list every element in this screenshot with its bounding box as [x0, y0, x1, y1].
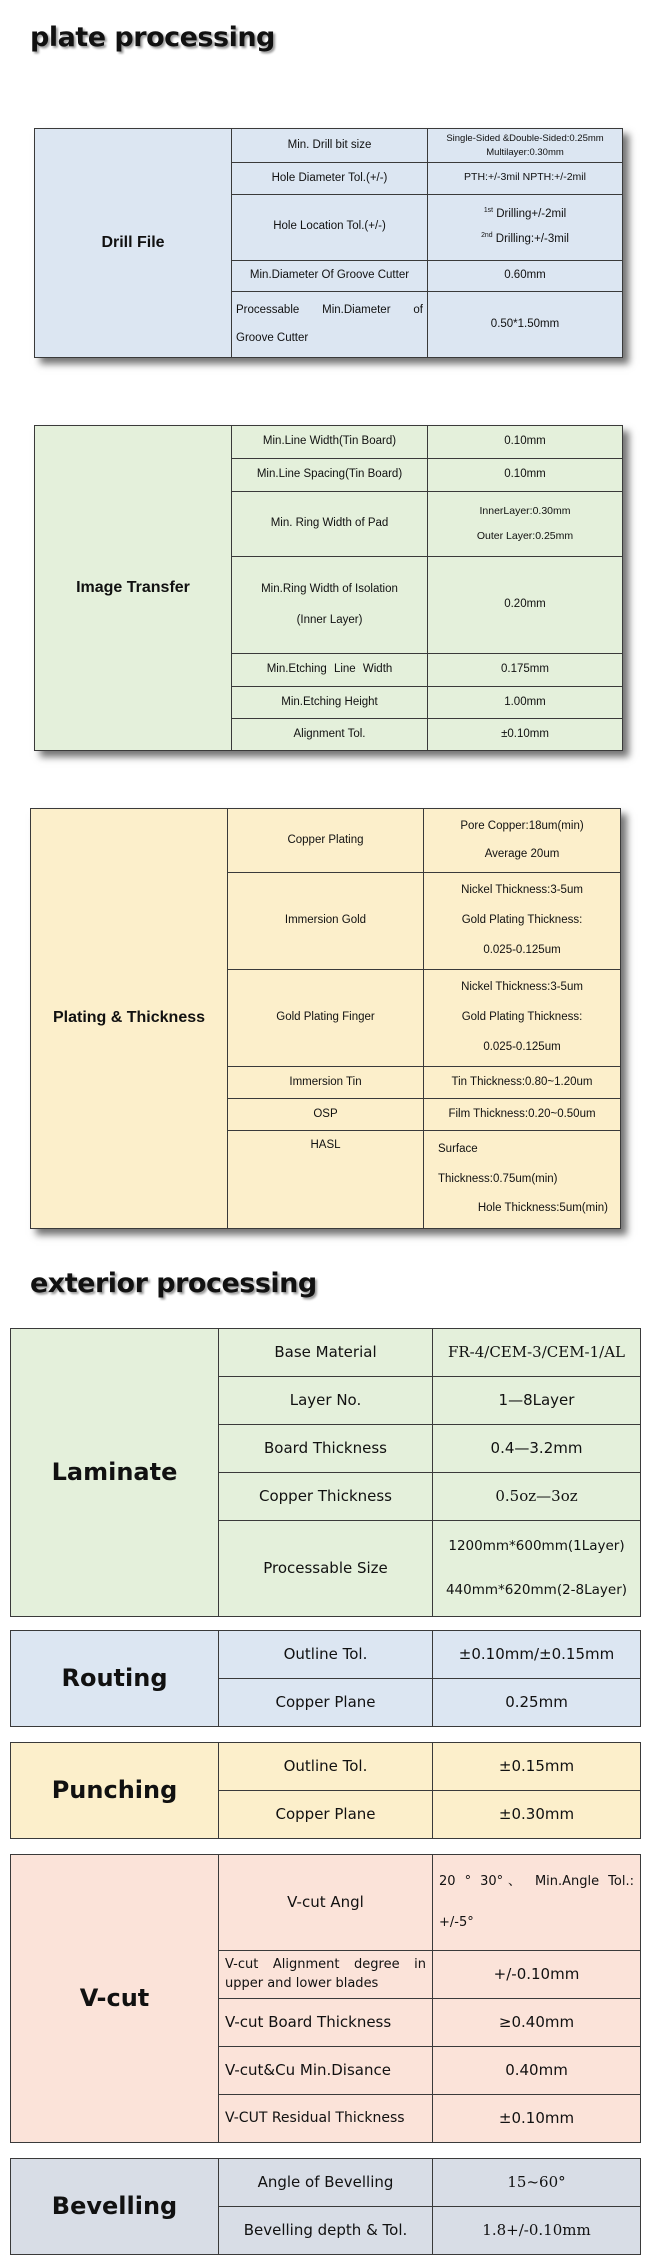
- row-label: Processable Size: [219, 1521, 433, 1617]
- row-value: 20 ° 30°、 Min.Angle Tol.: +/-5°: [433, 1855, 641, 1951]
- row-label: Board Thickness: [219, 1425, 433, 1473]
- row-label: Bevelling depth & Tol.: [219, 2207, 433, 2255]
- row-value: 0.10mm: [428, 426, 623, 459]
- row-value: Pore Copper:18um(min) Average 20um: [424, 809, 621, 873]
- v-cut-table: [10, 1854, 641, 2143]
- row-value: 15~60°: [433, 2159, 641, 2207]
- row-value: 1.8+/-0.10mm: [433, 2207, 641, 2255]
- bevelling-table: [10, 2158, 641, 2255]
- row-label: Copper Plane: [219, 1679, 433, 1727]
- drill-file-table: [34, 128, 623, 358]
- row-value: ≥0.40mm: [433, 1999, 641, 2047]
- category-v-cut: V-cut: [11, 1855, 219, 2143]
- row-label: Min.Etching Line Width: [232, 654, 428, 687]
- row-value: Nickel Thickness:3-5um Gold Plating Thickness: 0.025-0.125um: [424, 873, 621, 970]
- row-label: HASL: [228, 1131, 424, 1229]
- row-value: Nickel Thickness:3-5um Gold Plating Thickness: 0.025-0.125um: [424, 970, 621, 1067]
- row-label: V-cut Board Thickness: [219, 1999, 433, 2047]
- category-image-transfer: Image Transfer: [35, 426, 232, 751]
- section-title-exterior-processing: exterior processing: [30, 1268, 317, 1299]
- row-value: ±0.15mm: [433, 1743, 641, 1791]
- row-value: 1200mm*600mm(1Layer) 440mm*620mm(2-8Layer): [433, 1521, 641, 1617]
- category-bevelling: Bevelling: [11, 2159, 219, 2255]
- row-value: 0.25mm: [433, 1679, 641, 1727]
- row-label: Angle of Bevelling: [219, 2159, 433, 2207]
- row-value: ±0.10mm: [428, 719, 623, 751]
- row-label: V-cut&Cu Min.Disance: [219, 2047, 433, 2095]
- row-label: Min.Line Spacing(Tin Board): [232, 459, 428, 492]
- category-drill-file: Drill File: [35, 129, 232, 358]
- table-row: [11, 2159, 641, 2207]
- row-label: Processable Min.Diameter of Groove Cutter: [232, 292, 428, 358]
- row-label: Layer No.: [219, 1377, 433, 1425]
- laminate-table: [10, 1328, 641, 1617]
- table-row: [11, 1631, 641, 1679]
- row-label: Copper Plane: [219, 1791, 433, 1839]
- row-value: 0.20mm: [428, 557, 623, 654]
- category-routing: Routing: [11, 1631, 219, 1727]
- category-laminate: Laminate: [11, 1329, 219, 1617]
- table-row: [11, 1855, 641, 1951]
- row-value: PTH:+/-3mil NPTH:+/-2mil: [428, 163, 623, 194]
- row-value: Surface Thickness:0.75um(min) Hole Thickness:5um(min): [424, 1131, 621, 1229]
- row-label: Immersion Gold: [228, 873, 424, 970]
- row-label: Outline Tol.: [219, 1743, 433, 1791]
- row-label: Gold Plating Finger: [228, 970, 424, 1067]
- row-label: OSP: [228, 1099, 424, 1131]
- row-label: V-cut Alignment degree in upper and lower blades: [219, 1951, 433, 1999]
- row-value: +/-0.10mm: [433, 1951, 641, 1999]
- row-value: 0.50*1.50mm: [428, 292, 623, 358]
- row-value: 0.40mm: [433, 2047, 641, 2095]
- row-label: Min.Etching Height: [232, 687, 428, 719]
- row-value: FR-4/CEM-3/CEM-1/AL: [433, 1329, 641, 1377]
- table-row: [11, 1743, 641, 1791]
- row-value: 0.60mm: [428, 261, 623, 292]
- row-value: 0.4—3.2mm: [433, 1425, 641, 1473]
- row-value: Film Thickness:0.20~0.50um: [424, 1099, 621, 1131]
- row-label: Min.Line Width(Tin Board): [232, 426, 428, 459]
- row-label: Outline Tol.: [219, 1631, 433, 1679]
- plating-thickness-table: [30, 808, 621, 1229]
- row-label: Min.Diameter Of Groove Cutter: [232, 261, 428, 292]
- category-punching: Punching: [11, 1743, 219, 1839]
- row-value: InnerLayer:0.30mm Outer Layer:0.25mm: [428, 492, 623, 557]
- row-label: V-cut Angl: [219, 1855, 433, 1951]
- row-label: Min. Drill bit size: [232, 129, 428, 163]
- row-value: Tin Thickness:0.80~1.20um: [424, 1067, 621, 1099]
- row-label: Min.Ring Width of Isolation (Inner Layer): [232, 557, 428, 654]
- row-label: Immersion Tin: [228, 1067, 424, 1099]
- image-transfer-table: [34, 425, 623, 751]
- category-plating-thickness: Plating & Thickness: [31, 809, 228, 1229]
- row-value: ±0.30mm: [433, 1791, 641, 1839]
- table-row: [35, 129, 623, 163]
- row-label: Min. Ring Width of Pad: [232, 492, 428, 557]
- row-label: Base Material: [219, 1329, 433, 1377]
- row-label: Hole Location Tol.(+/-): [232, 194, 428, 261]
- section-title-plate-processing: plate processing: [30, 22, 275, 53]
- row-value: 0.10mm: [428, 459, 623, 492]
- row-value: Single-Sided &Double-Sided:0.25mm Multilayer:0.30mm: [428, 129, 623, 163]
- punching-table: [10, 1742, 641, 1839]
- row-value: 1—8Layer: [433, 1377, 641, 1425]
- row-value: 1.00mm: [428, 687, 623, 719]
- row-value: ±0.10mm: [433, 2095, 641, 2143]
- table-row: [11, 1329, 641, 1377]
- row-label: Alignment Tol.: [232, 719, 428, 751]
- routing-table: [10, 1630, 641, 1727]
- row-value: 0.175mm: [428, 654, 623, 687]
- row-value: 0.5oz—3oz: [433, 1473, 641, 1521]
- table-row: [31, 809, 621, 873]
- row-label: Copper Thickness: [219, 1473, 433, 1521]
- row-label: V-CUT Residual Thickness: [219, 2095, 433, 2143]
- row-label: Copper Plating: [228, 809, 424, 873]
- table-row: [35, 426, 623, 459]
- row-value: ±0.10mm/±0.15mm: [433, 1631, 641, 1679]
- row-value: $^{1st}$ Drilling+/-2mil $^{2nd}$ Drilling:+/-3mil: [428, 194, 623, 261]
- row-label: Hole Diameter Tol.(+/-): [232, 163, 428, 194]
